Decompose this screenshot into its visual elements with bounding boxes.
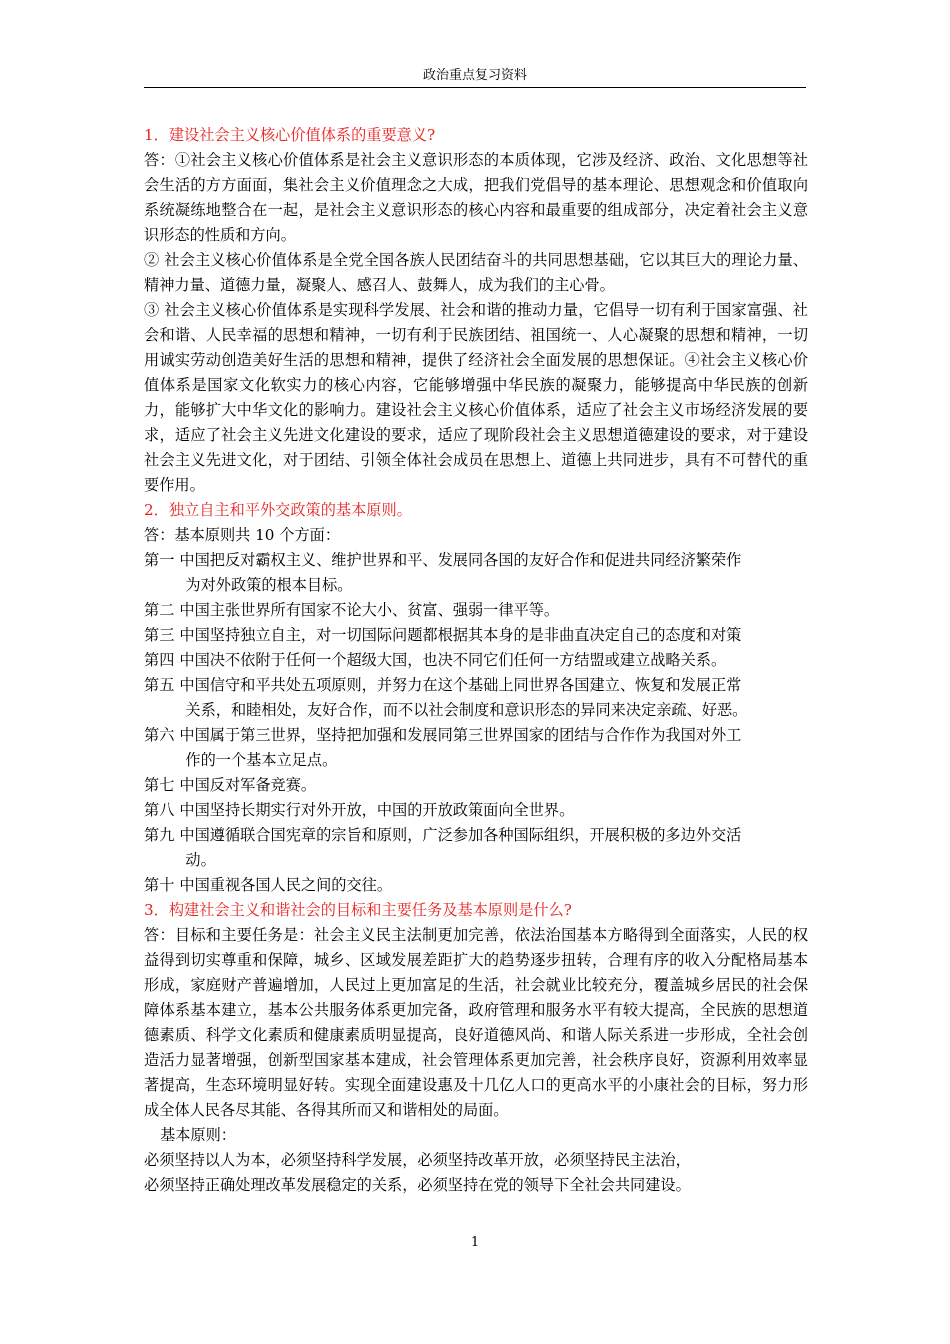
list-item-first-line: 中国把反对霸权主义、维护世界和平、发展同各国的友好合作和促进共同经济繁荣作 [179, 551, 742, 569]
list-item-ordinal: 第五 [144, 676, 175, 694]
list-item-ordinal: 第十 [144, 876, 175, 894]
list-item-text [179, 648, 808, 673]
list-item-ordinal: 第四 [144, 651, 175, 669]
list-item-text [179, 873, 808, 898]
question-2-heading: 2．独立自主和平外交政策的基本原则。 [144, 501, 412, 519]
list-item-continuation: 为对外政策的根本目标。 [185, 576, 353, 594]
question-2-intro: 答：基本原则共 10 个方面： [144, 526, 341, 544]
header-rule [144, 87, 806, 88]
list-item-text [179, 723, 808, 773]
list-item-ordinal: 第三 [144, 626, 175, 644]
principles-list [144, 548, 808, 898]
list-item-text [179, 548, 808, 598]
basic-principles-label: 基本原则： [160, 1126, 236, 1144]
list-item-text [179, 598, 808, 623]
question-1-heading: 1．建设社会主义核心价值体系的重要意义? [144, 126, 436, 144]
list-item-continuation: 关系，和睦相处，友好合作，而不以社会制度和意识形态的异同来决定亲疏、好恶。 [185, 701, 748, 719]
list-item-text [179, 823, 808, 873]
question-1-answer-paragraph-1: 答：①社会主义核心价值体系是社会主义意识形态的本质体现，它涉及经济、政治、文化思想等社会生活的方方面面，集社会主义价值理念之大成，把我们党倡导的基本理论、思想观念和价值取向系统凝练地整合在一起，是社会主义意识形态的核心内容和最重要的组成部分，决定着社会主义意识形态的性质和方向。 [144, 151, 808, 244]
list-item-ordinal: 第七 [144, 776, 175, 794]
list-item [144, 648, 808, 673]
list-item [144, 823, 808, 873]
list-item-first-line: 中国坚持独立自主，对一切国际问题都根据其本身的是非曲直决定自己的态度和对策 [179, 626, 742, 644]
basic-principles-line-1: 必须坚持以人为本，必须坚持科学发展，必须坚持改革开放，必须坚持民主法治， [144, 1151, 691, 1169]
list-item [144, 798, 808, 823]
document-body [144, 123, 808, 1198]
list-item [144, 873, 808, 898]
list-item-first-line: 中国遵循联合国宪章的宗旨和原则，广泛参加各种国际组织，开展积极的多边外交活 [179, 826, 742, 844]
list-item-first-line: 中国主张世界所有国家不论大小、贫富、强弱一律平等。 [179, 601, 560, 619]
list-item-continuation: 动。 [185, 851, 216, 869]
list-item-first-line: 中国坚持长期实行对外开放，中国的开放政策面向全世界。 [179, 801, 575, 819]
list-item-text [179, 773, 808, 798]
list-item-first-line: 中国反对军备竞赛。 [179, 776, 317, 794]
page-number: 1 [470, 1235, 480, 1250]
list-item [144, 773, 808, 798]
list-item-text [179, 623, 808, 648]
list-item-ordinal: 第八 [144, 801, 175, 819]
list-item-ordinal: 第二 [144, 601, 175, 619]
question-1-answer-paragraph-2: ② 社会主义核心价值体系是全党全国各族人民团结奋斗的共同思想基础，它以其巨大的理论力量、精神力量、道德力量，凝聚人、感召人、鼓舞人，成为我们的主心骨。 [144, 251, 808, 294]
list-item [144, 623, 808, 648]
list-item-ordinal: 第九 [144, 826, 175, 844]
list-item-first-line: 中国信守和平共处五项原则，并努力在这个基础上同世界各国建立、恢复和发展正常 [179, 676, 742, 694]
list-item-first-line: 中国属于第三世界，坚持把加强和发展同第三世界国家的团结与合作作为我国对外工 [179, 726, 742, 744]
list-item-first-line: 中国决不依附于任何一个超级大国，也决不同它们任何一方结盟或建立战略关系。 [179, 651, 727, 669]
list-item-continuation: 作的一个基本立足点。 [185, 751, 338, 769]
question-3-answer-paragraph: 答：目标和主要任务是：社会主义民主法制更加完善，依法治国基本方略得到全面落实，人民的权益得到切实尊重和保障，城乡、区域发展差距扩大的趋势逐步扭转，合理有序的收入分配格局基本形成，家庭财产普遍增加，人民过上更加富足的生活，社会就业比较充分，覆盖城乡居民的社会保障体系基本建立，基本公共服务体系更加完备，政府管理和服务水平有较大提高，全民族的思想道德素质、科学文化素质和健康素质明显提高，良好道德风尚、和谐人际关系进一步形成，全社会创造活力显著增强，创新型国家基本建成，社会管理体系更加完善，社会秩序良好，资源利用效率显著提高，生态环境明显好转。实现全面建设惠及十几亿人口的更高水平的小康社会的目标，努力形成全体人民各尽其能、各得其所而又和谐相处的局面。 [144, 926, 808, 1119]
question-3-heading: 3．构建社会主义和谐社会的目标和主要任务及基本原则是什么? [144, 901, 572, 919]
question-1-answer-paragraph-3: ③ 社会主义核心价值体系是实现科学发展、社会和谐的推动力量，它倡导一切有利于国家富强、社会和谐、人民幸福的思想和精神，一切有利于民族团结、祖国统一、人心凝聚的思想和精神，一切用诚实劳动创造美好生活的思想和精神，提供了经济社会全面发展的思想保证。④社会主义核心价值体系是国家文化软实力的核心内容，它能够增强中华民族的凝聚力，能够提高中华民族的创新力，能够扩大中华文化的影响力。建设社会主义核心价值体系，适应了社会主义市场经济发展的要求，适应了社会主义先进文化建设的要求，适应了现阶段社会主义思想道德建设的要求，对于建设社会主义先进文化，对于团结、引领全体社会成员在思想上、道德上共同进步，具有不可替代的重要作用。 [144, 301, 808, 494]
list-item-ordinal: 第六 [144, 726, 175, 744]
list-item [144, 723, 808, 773]
basic-principles-line-2: 必须坚持正确处理改革发展稳定的关系，必须坚持在党的领导下全社会共同建设。 [144, 1176, 691, 1194]
list-item [144, 598, 808, 623]
list-item-text [179, 798, 808, 823]
running-header: 政治重点复习资料 [422, 68, 527, 83]
list-item [144, 548, 808, 598]
list-item-text [179, 673, 808, 723]
list-item-ordinal: 第一 [144, 551, 175, 569]
list-item-first-line: 中国重视各国人民之间的交往。 [179, 876, 392, 894]
list-item [144, 673, 808, 723]
